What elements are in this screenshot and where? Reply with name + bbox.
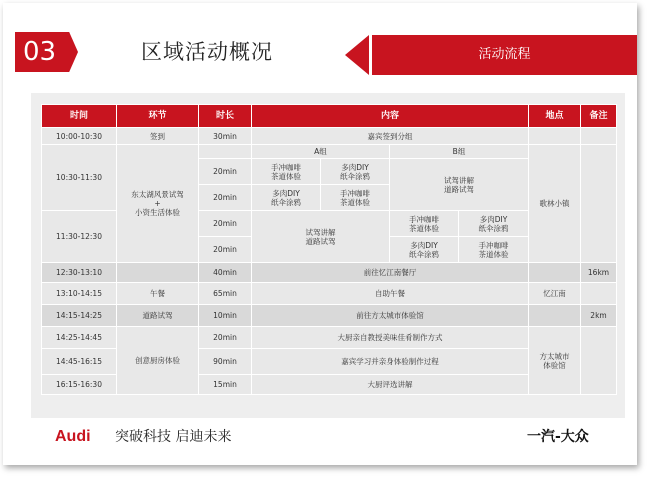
activity-line: 试驾讲解	[305, 227, 336, 237]
section-number: 03	[23, 37, 57, 67]
header-time: 时间	[42, 105, 117, 128]
place-line: 体验馆	[543, 360, 566, 370]
cell-group-a: A组	[252, 145, 390, 159]
cell-segment: 创意厨房体验	[117, 327, 199, 395]
header-duration: 时长	[199, 105, 252, 128]
activity-line: 纸伞涂鸦	[340, 171, 370, 181]
cell-activity	[459, 237, 529, 263]
cell-place	[529, 327, 581, 395]
table-row	[42, 327, 617, 349]
header-content: 内容	[252, 105, 529, 128]
cell-activity	[390, 237, 459, 263]
cell-duration: 20min	[199, 327, 252, 349]
header-note: 备注	[581, 105, 617, 128]
cell-note	[581, 128, 617, 145]
table-row	[42, 128, 617, 145]
cell-segment: 午餐	[117, 283, 199, 305]
activity-line: 茶道体验	[409, 223, 439, 233]
table-row	[42, 305, 617, 327]
table-row	[42, 283, 617, 305]
cell-time: 11:30-12:30	[42, 211, 117, 263]
activity-line: 手冲咖啡	[478, 240, 509, 250]
cell-time: 10:30-11:30	[42, 145, 117, 211]
activity-line: 纸伞涂鸦	[271, 197, 301, 207]
cell-place: 忆江南	[529, 283, 581, 305]
cell-duration: 20min	[199, 237, 252, 263]
cell-time: 16:15-16:30	[42, 375, 117, 395]
activity-line: 手冲咖啡	[271, 162, 301, 172]
cell-note	[581, 145, 617, 263]
activity-line: 纸伞涂鸦	[478, 223, 509, 233]
cell-duration: 65min	[199, 283, 252, 305]
cell-test-drive	[252, 211, 390, 263]
footer-slogan: 突破科技 启迪未来	[115, 429, 232, 445]
header-place: 地点	[529, 105, 581, 128]
cell-content: 前往忆江南餐厅	[252, 263, 529, 283]
page-title: 区域活动概况	[141, 40, 273, 64]
activity-line: 手冲咖啡	[340, 188, 370, 198]
cell-place	[529, 305, 581, 327]
cell-test-drive	[390, 159, 529, 211]
cell-time: 10:00-10:30	[42, 128, 117, 145]
cell-duration: 90min	[199, 349, 252, 375]
cell-content: 嘉宾学习并亲身体验制作过程	[252, 349, 529, 375]
cell-time: 12:30-13:10	[42, 263, 117, 283]
cell-segment	[117, 263, 199, 283]
cell-time: 14:15-14:25	[42, 305, 117, 327]
faw-vw-logo-text: 一汽-大众	[527, 429, 589, 445]
schedule-table	[41, 104, 617, 395]
cell-place-merged: 歌林小镇	[529, 145, 581, 263]
section-tag-label: 活动流程	[478, 47, 531, 62]
cell-segment: 道路试驾	[117, 305, 199, 327]
activity-line: 多肉DIY	[272, 188, 300, 198]
cell-activity	[459, 211, 529, 237]
cell-duration: 10min	[199, 305, 252, 327]
cell-time: 14:25-14:45	[42, 327, 117, 349]
cell-duration: 20min	[199, 159, 252, 185]
header-segment: 环节	[117, 105, 199, 128]
table-row	[42, 145, 617, 159]
cell-duration: 15min	[199, 375, 252, 395]
cell-content: 自助午餐	[252, 283, 529, 305]
cell-note: 2km	[581, 305, 617, 327]
activity-line: 手冲咖啡	[409, 214, 439, 224]
cell-activity	[321, 185, 390, 211]
cell-content: 大厨评选讲解	[252, 375, 529, 395]
cell-duration: 20min	[199, 211, 252, 237]
cell-segment-merged	[117, 145, 199, 263]
tag-arrow-shape	[345, 35, 369, 75]
activity-line: 道路试驾	[444, 184, 474, 194]
cell-content: 前往方太城市体验馆	[252, 305, 529, 327]
cell-time: 14:45-16:15	[42, 349, 117, 375]
table-header-row	[42, 105, 617, 128]
table-row	[42, 263, 617, 283]
place-line: 方太城市	[539, 351, 570, 361]
activity-line: 纸伞涂鸦	[409, 249, 439, 259]
segment-line: 小资生活体验	[135, 208, 180, 217]
activity-line: 茶道体验	[271, 171, 301, 181]
cell-duration: 40min	[199, 263, 252, 283]
cell-duration: 30min	[199, 128, 252, 145]
cell-duration: 20min	[199, 185, 252, 211]
cell-activity	[252, 159, 321, 185]
activity-line: 茶道体验	[478, 249, 509, 259]
cell-activity	[252, 185, 321, 211]
activity-line: 茶道体验	[340, 197, 370, 207]
activity-line: 道路试驾	[305, 236, 336, 246]
slide	[3, 3, 637, 465]
activity-line: 多肉DIY	[410, 240, 438, 250]
cell-activity	[390, 211, 459, 237]
cell-duration	[199, 145, 252, 159]
cell-content: 大厨亲自教授美味佳肴制作方式	[252, 327, 529, 349]
cell-place	[529, 263, 581, 283]
segment-line: 东太湖风景试驾	[131, 190, 184, 199]
cell-place	[529, 128, 581, 145]
cell-content: 嘉宾签到分组	[252, 128, 529, 145]
activity-line: 多肉DIY	[479, 214, 508, 224]
cell-time: 13:10-14:15	[42, 283, 117, 305]
activity-line: 多肉DIY	[341, 162, 369, 172]
cell-group-b: B组	[390, 145, 529, 159]
cell-segment: 签到	[117, 128, 199, 145]
cell-note	[581, 327, 617, 395]
cell-activity	[321, 159, 390, 185]
segment-line: +	[154, 199, 161, 208]
audi-logo-text: Audi	[55, 428, 91, 445]
cell-note	[581, 283, 617, 305]
cell-note: 16km	[581, 263, 617, 283]
activity-line: 试驾讲解	[444, 175, 474, 185]
